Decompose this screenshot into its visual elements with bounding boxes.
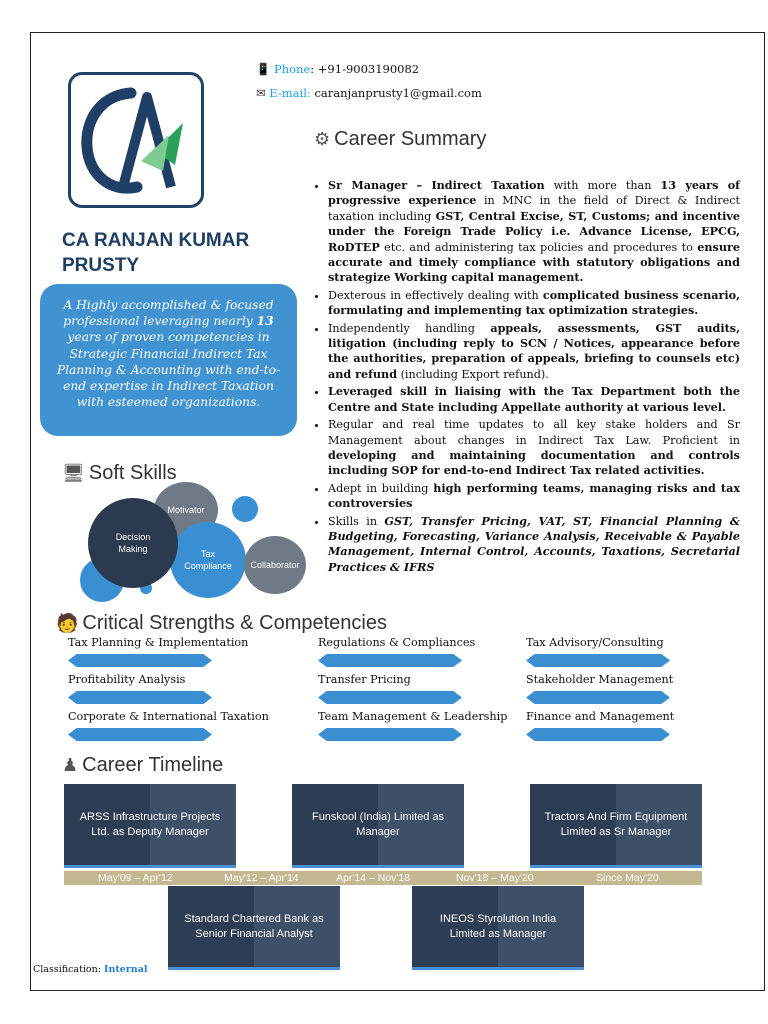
- phone-icon: 📱: [256, 62, 271, 76]
- head-gear-icon: ⚙: [314, 129, 331, 150]
- bubble-collaborator-label: Collaborator: [250, 560, 300, 570]
- competency-label: Regulations & Compliances: [318, 636, 476, 649]
- competency-arrow: [318, 728, 462, 741]
- summary-run: Independently handling: [328, 321, 491, 335]
- timeline-role-text: Standard Chartered Bank as Senior Financial Analyst: [184, 912, 324, 940]
- email-address[interactable]: caranjanprusty1@gmail.com: [310, 86, 482, 100]
- soft-skills-title: Soft Skills: [88, 462, 177, 484]
- bubble-collaborator: [244, 536, 306, 594]
- summary-run: in MNC in the field of Direct & Indirect taxation including: [328, 194, 740, 223]
- timeline-role-box: [64, 784, 236, 868]
- competency-arrow: [318, 654, 462, 667]
- competency-arrow: [526, 654, 670, 667]
- summary-bullet: [328, 514, 740, 576]
- competency-arrow: [318, 691, 462, 704]
- competencies-title: Critical Strengths & Competencies: [82, 612, 387, 634]
- timeline-date: Nov'18 – May'20: [456, 872, 534, 884]
- summary-run: 13 years of progressive experience: [328, 178, 740, 208]
- competency-arrow: [68, 654, 212, 667]
- competency-label: Tax Planning & Implementation: [68, 636, 249, 649]
- phone-number[interactable]: : +91-9003190082: [310, 62, 420, 76]
- summary-run: GST, Transfer Pricing, VAT, ST, Financial Planning & Budgeting, Forecasting, Variance Analysis, Receivable & Payable Management, Internal Control, Accounts, Taxations, Secretarial Practices & IFRS: [328, 513, 740, 574]
- summary-run: high performing teams, managing risks and tax controversies: [328, 480, 740, 511]
- timeline-role-box: [292, 784, 464, 868]
- summary-bullet: [328, 417, 740, 479]
- bubble-tax-compliance: [170, 522, 246, 598]
- bubble-motivator-label: Motivator: [167, 505, 205, 515]
- bubble-decision-label: Decision Making: [115, 532, 151, 554]
- summary-run: developing and maintaining documentation and controls including SOP for end-to-end Indirect Tax related activities.: [328, 447, 740, 478]
- summary-run: GST, Central Excise, ST, Customs; and incentive under the Foreign Trade Policy i.e. Advance License, EPCG, RoDTEP: [328, 208, 740, 254]
- profile-summary: [40, 284, 297, 436]
- classification-value: Internal: [104, 964, 148, 975]
- summary-run: Leveraged skill in liaising with the Tax Department both the Centre and State including Appellate authority at various level.: [328, 384, 740, 414]
- timeline-role-text: INEOS Styrolution India Limited as Manager: [439, 912, 557, 940]
- email-line: [256, 86, 482, 100]
- career-summary-heading: [314, 128, 486, 151]
- competency-arrow: [526, 691, 670, 704]
- competency-label: Finance and Management: [526, 710, 675, 723]
- career-summary-title: Career Summary: [334, 128, 487, 150]
- career-summary-list: [308, 178, 740, 577]
- phone-label: Phone: [273, 62, 311, 76]
- bubble-decision-making: [88, 498, 178, 588]
- person-icon: ♟: [62, 755, 79, 776]
- timeline-role-box: [168, 886, 340, 970]
- summary-run: with more than: [544, 179, 661, 192]
- bubble-small-3: [232, 496, 258, 522]
- phone-line: [256, 62, 419, 76]
- profile-text-1: A Highly accomplished & focused professional leveraging nearly: [63, 298, 274, 329]
- timeline-date: May'12 – Apr'14: [224, 872, 299, 884]
- competency-arrow: [526, 728, 670, 741]
- team-icon: 🧑: [56, 613, 79, 634]
- summary-bullet: [328, 384, 740, 415]
- summary-run: Sr Manager – Indirect Taxation: [328, 178, 545, 192]
- competency-label: Stakeholder Management: [526, 673, 674, 686]
- summary-bullets: [308, 178, 740, 575]
- summary-bullet: [328, 178, 740, 286]
- timeline-role-box: [530, 784, 702, 868]
- timeline-role-box: [412, 886, 584, 970]
- bubble-tax-label: Tax Compliance: [184, 549, 232, 571]
- summary-bullet: [328, 481, 740, 512]
- summary-run: Dexterous in effectively dealing with: [328, 288, 543, 302]
- summary-run: (including Export refund).: [397, 367, 549, 381]
- summary-bullet: [328, 321, 740, 383]
- summary-run: etc. and administering tax policies and procedures to: [379, 240, 698, 254]
- competency-arrow: [68, 691, 212, 704]
- soft-skills-bubbles: [70, 478, 310, 598]
- summary-run: ensure accurate and timely compliance with statutory obligations and strategize Working capital management.: [328, 239, 740, 285]
- envelope-icon: ✉: [256, 86, 266, 100]
- competency-label: Tax Advisory/Consulting: [526, 636, 664, 649]
- ca-logo: [68, 72, 204, 208]
- timeline-date: Apr'14 – Nov'18: [336, 872, 411, 884]
- profile-text-2: years of proven competencies in Strategic Financial Indirect Tax Planning & Accounting with end-to-end expertise in Indirect Taxation with esteemed organizations.: [56, 330, 281, 410]
- timeline-role-text: Funskool (India) Limited as Manager: [311, 810, 445, 838]
- summary-run: Regular and real time updates to all key stake holders and Sr Management about changes in Indirect Tax Law. Proficient in: [328, 418, 740, 447]
- summary-run: complicated business scenario, formulating and implementing tax optimization strategies.: [328, 287, 741, 318]
- summary-run: appeals, assessments, GST audits, litigation (including reply to SCN / Notices, appearance before the authorities, preparation of appeals, briefing to counsels etc) and refund: [328, 320, 740, 381]
- profile-years: 13: [256, 313, 274, 329]
- summary-run: Adept in building: [328, 481, 434, 495]
- summary-run: Skills in: [328, 514, 385, 528]
- candidate-name: CA RANJAN KUMAR PRUSTY: [62, 230, 250, 276]
- timeline-title: Career Timeline: [82, 754, 224, 776]
- timeline-date: Since May'20: [596, 872, 659, 884]
- competencies-heading: [56, 612, 387, 635]
- competency-label: Corporate & International Taxation: [68, 710, 269, 723]
- competency-arrow: [68, 728, 212, 741]
- classification: [33, 964, 147, 975]
- computer-people-icon: 🖥: [62, 463, 85, 484]
- summary-bullet: [328, 288, 740, 319]
- competency-label: Team Management & Leadership: [318, 710, 508, 723]
- email-label: E-mail:: [269, 86, 311, 100]
- classification-label: Classification:: [33, 964, 104, 975]
- timeline-date: May'09 – Apr'12: [98, 872, 173, 884]
- timeline-role-text: ARSS Infrastructure Projects Ltd. as Deputy Manager: [79, 810, 221, 838]
- timeline-heading: [62, 754, 223, 777]
- competency-label: Profitability Analysis: [68, 673, 186, 686]
- timeline-role-text: Tractors And Firm Equipment Limited as Sr Manager: [544, 810, 688, 838]
- ca-logo-icon: [71, 75, 201, 205]
- competency-label: Transfer Pricing: [318, 673, 411, 686]
